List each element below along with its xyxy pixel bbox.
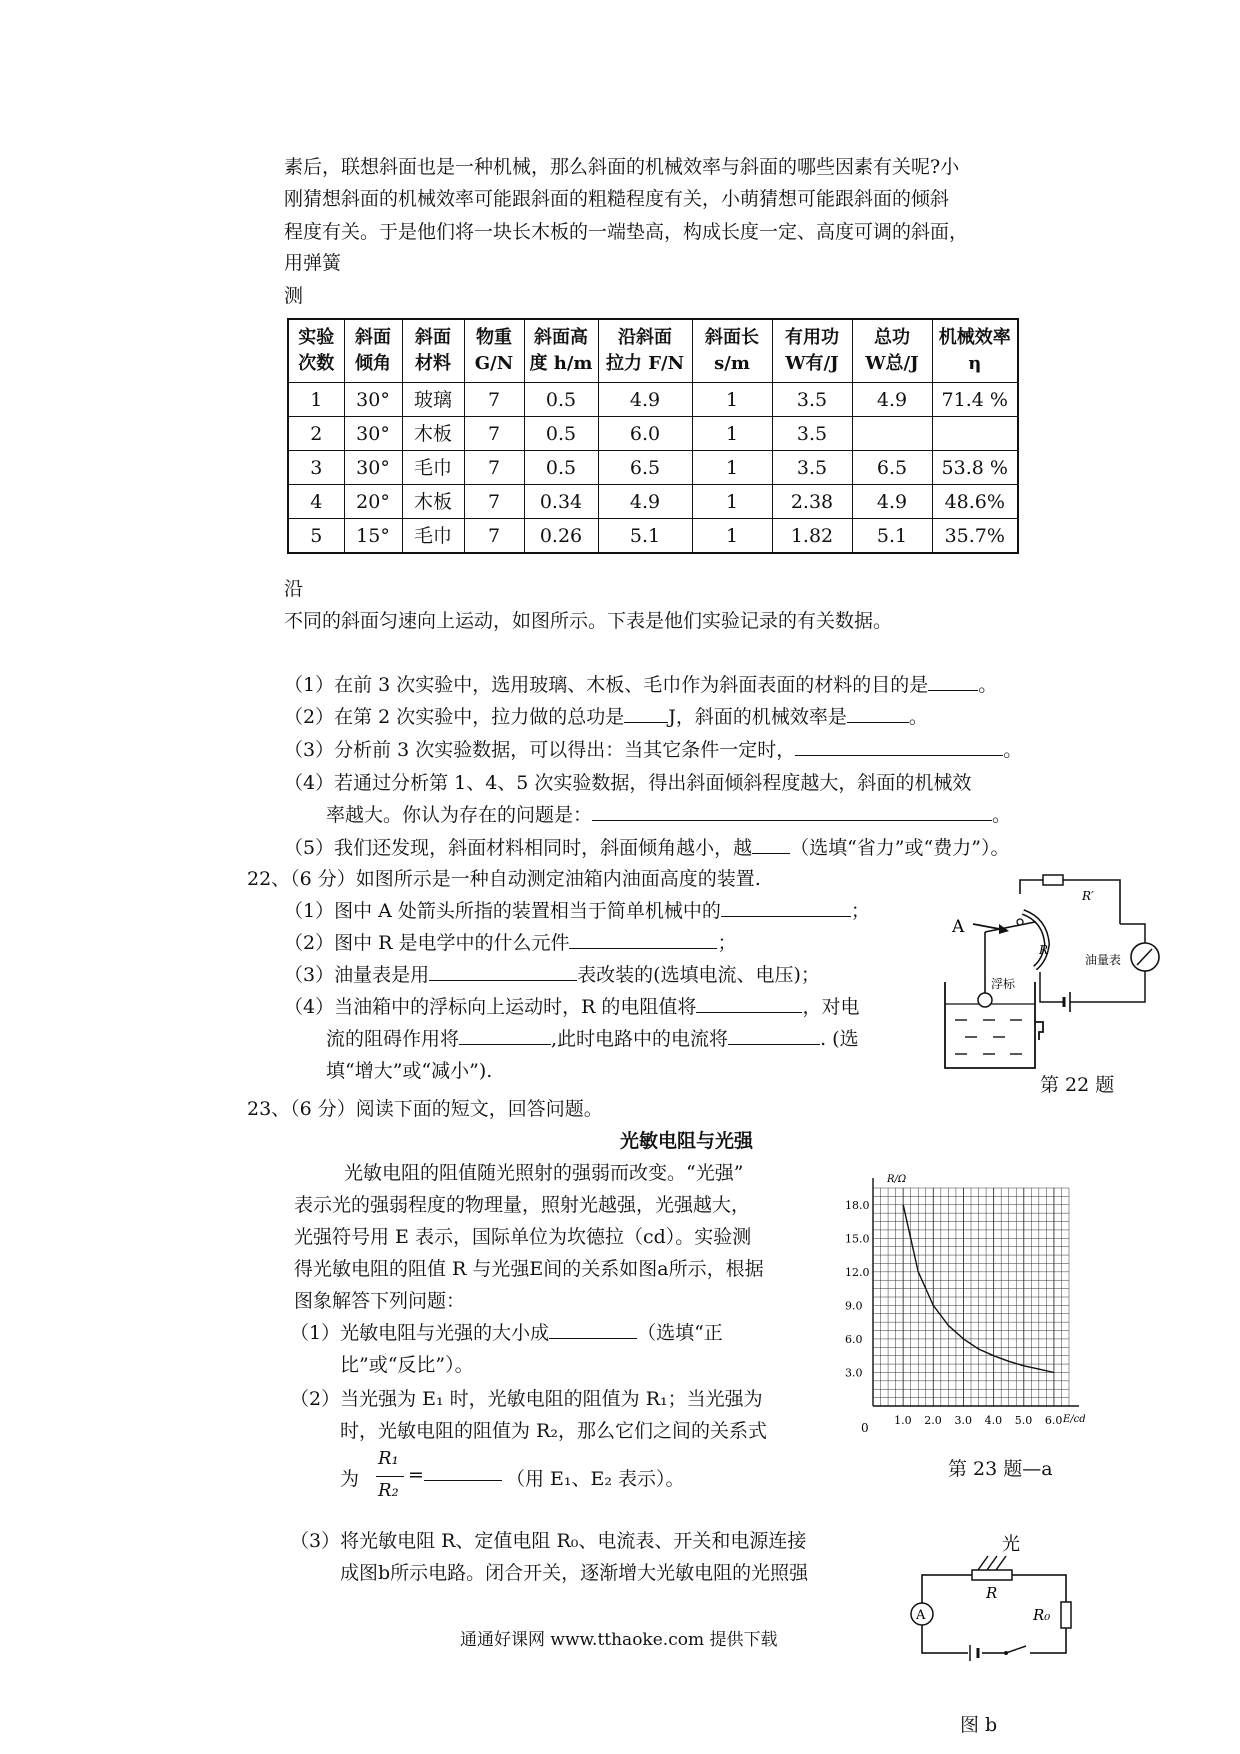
header-text: s/m bbox=[714, 353, 750, 374]
page-footer: 通通好课网 www.tthaoke.com 提供下载 bbox=[460, 1630, 778, 1650]
q22-sub-4-cont-2: 填“增大”或“减小”). bbox=[326, 1060, 493, 1082]
q22-stem: 22、（6 分）如图所示是一种自动测定油箱内油面高度的装置. bbox=[247, 868, 761, 890]
resistor-r-prime-symbol bbox=[1043, 875, 1063, 885]
q23-sub-3-cont: 成图b所示电路。闭合开关，逐渐增大光敏电阻的光照强 bbox=[340, 1562, 809, 1584]
table-cell: 0.5 bbox=[524, 451, 598, 485]
table-cell: 毛巾 bbox=[402, 519, 464, 554]
q23-stem: 23、（6 分）阅读下面的短文，回答问题。 bbox=[247, 1098, 603, 1120]
table-cell: 35.7% bbox=[932, 519, 1018, 554]
q21-sub-1-text: （1）在前 3 次实验中，选用玻璃、木板、毛巾作为斜面表面的材料的目的是 bbox=[284, 674, 929, 696]
q23-sub-1 bbox=[290, 1320, 723, 1346]
table-cell: 0.26 bbox=[524, 519, 598, 554]
label-oil-meter: 油量表 bbox=[1085, 953, 1122, 967]
q21-sub-2-text: （2）在第 2 次实验中，拉力做的总功是 bbox=[284, 706, 625, 728]
formula-suffix: （用 E₁、E₂ 表示）。 bbox=[506, 1468, 685, 1490]
figure-22-caption: 第 22 题 bbox=[1040, 1074, 1115, 1096]
q22-sub-1-end: ； bbox=[850, 900, 870, 922]
q23-passage-5: 图象解答下列问题： bbox=[294, 1290, 466, 1312]
q21-sub-1 bbox=[284, 672, 997, 698]
q21-sub-4-cont bbox=[326, 802, 1011, 828]
q21-sub-5-end: （选填“省力”或“费力”）。 bbox=[790, 837, 1010, 859]
answer-blank[interactable] bbox=[728, 1026, 820, 1045]
q22-sub-4-text-b: ，对电 bbox=[802, 996, 860, 1018]
answer-blank[interactable] bbox=[721, 898, 851, 917]
table-cell: 71.4 % bbox=[932, 383, 1018, 417]
q23-title: 光敏电阻与光强 bbox=[620, 1130, 754, 1152]
table-cell bbox=[932, 417, 1018, 451]
table-header-cell bbox=[692, 319, 772, 383]
table-cell: 5 bbox=[288, 519, 344, 554]
q22-sub-2-end: ； bbox=[717, 932, 737, 954]
table-cell: 2.38 bbox=[772, 485, 852, 519]
photoresistor-symbol bbox=[972, 1570, 1012, 1580]
q21-sub-5 bbox=[284, 835, 1009, 861]
table-cell: 玻璃 bbox=[402, 383, 464, 417]
formula-numerator: R₁ bbox=[378, 1448, 399, 1469]
graph-ticks bbox=[845, 1199, 1062, 1427]
figure-b-caption: 图 b bbox=[960, 1714, 998, 1736]
answer-blank[interactable] bbox=[569, 930, 717, 949]
table-row bbox=[288, 383, 1018, 417]
header-text: 斜面高 bbox=[534, 327, 588, 348]
table-body bbox=[288, 383, 1018, 554]
table-cell: 4.9 bbox=[598, 485, 692, 519]
q22-sub-3-text: （3）油量表是用 bbox=[284, 964, 430, 986]
header-text: 斜面长 bbox=[705, 327, 759, 348]
table-row bbox=[288, 519, 1018, 554]
header-text: 次数 bbox=[298, 353, 335, 374]
table-header-cell bbox=[344, 319, 402, 383]
answer-blank[interactable] bbox=[928, 672, 978, 691]
fraction-bar bbox=[376, 1476, 404, 1477]
y-tick-label: 15.0 bbox=[845, 1232, 870, 1246]
figure-23a-caption: 第 23 题—a bbox=[948, 1458, 1053, 1480]
y-tick-label: 6.0 bbox=[845, 1332, 863, 1346]
q21-sub-3 bbox=[284, 737, 1022, 763]
q21-intro-line-5: 测 bbox=[284, 285, 304, 307]
arrow-head-icon bbox=[999, 924, 1009, 934]
q21-sub-2 bbox=[284, 704, 928, 730]
oil-gauge-figure bbox=[935, 872, 1175, 1096]
q22-sub-4 bbox=[284, 994, 859, 1020]
y-tick-label: 9.0 bbox=[845, 1299, 863, 1313]
answer-blank[interactable] bbox=[696, 994, 802, 1013]
table-cell: 53.8 % bbox=[932, 451, 1018, 485]
header-text: 斜面 bbox=[355, 327, 391, 348]
q22-sub-3-end: 表改装的(选填电流、电压)； bbox=[577, 964, 820, 986]
table-cell: 48.6% bbox=[932, 485, 1018, 519]
q23-sub-2-formula bbox=[340, 1448, 810, 1510]
x-tick-label: 2.0 bbox=[924, 1414, 942, 1427]
table-cell: 1.82 bbox=[772, 519, 852, 554]
table-header-row bbox=[288, 319, 1018, 383]
answer-blank[interactable] bbox=[624, 704, 668, 723]
table-cell: 1 bbox=[288, 383, 344, 417]
q23-passage-1: 光敏电阻的阻值随光照射的强弱而改变。“光强” bbox=[344, 1162, 744, 1184]
light-rays-icon bbox=[978, 1556, 1006, 1570]
header-text: 沿斜面 bbox=[618, 327, 672, 348]
table-cell: 6.5 bbox=[598, 451, 692, 485]
oil-dashes bbox=[955, 1020, 1022, 1054]
q21-sub-2-text-b: J，斜面的机械效率是 bbox=[668, 706, 847, 728]
table-cell: 木板 bbox=[402, 485, 464, 519]
header-text: W总/J bbox=[865, 353, 919, 374]
label-r: R bbox=[1039, 943, 1049, 957]
table-cell: 2 bbox=[288, 417, 344, 451]
table-cell: 1 bbox=[692, 417, 772, 451]
q22-sub-4-text-c: 流的阻碍作用将 bbox=[326, 1028, 460, 1050]
y-tick-label: 12.0 bbox=[845, 1265, 870, 1279]
table-cell: 4.9 bbox=[852, 485, 932, 519]
table-cell: 30° bbox=[344, 451, 402, 485]
pivot-icon bbox=[1017, 919, 1023, 925]
q21-sub-3-end: 。 bbox=[1003, 739, 1023, 761]
origin-label: 0 bbox=[861, 1421, 869, 1435]
q21-intro-line-1: 素后，联想斜面也是一种机械，那么斜面的机械效率与斜面的哪些因素有关呢?小 bbox=[284, 156, 960, 178]
table-cell: 30° bbox=[344, 417, 402, 451]
table-cell: 15° bbox=[344, 519, 402, 554]
q22-sub-3 bbox=[284, 962, 820, 988]
q21-sub-2-end: 。 bbox=[908, 706, 928, 728]
table-cell: 0.34 bbox=[524, 485, 598, 519]
table-row bbox=[288, 451, 1018, 485]
q23-sub-1-text-b: （选填“正 bbox=[637, 1322, 723, 1344]
q22-sub-1-text: （1）图中 A 处箭头所指的装置相当于简单机械中的 bbox=[284, 900, 721, 922]
table-cell: 7 bbox=[464, 451, 524, 485]
x-tick-label: 6.0 bbox=[1044, 1414, 1063, 1427]
label-r: R bbox=[986, 1584, 998, 1602]
table-cell: 3.5 bbox=[772, 451, 852, 485]
table-cell: 3.5 bbox=[772, 383, 852, 417]
table-cell: 1 bbox=[692, 485, 772, 519]
answer-blank[interactable] bbox=[847, 704, 909, 723]
float-icon bbox=[978, 993, 992, 1007]
circuit-wire bbox=[1070, 971, 1145, 1002]
answer-blank[interactable] bbox=[752, 835, 790, 854]
q21-after-table-1: 沿 bbox=[284, 578, 304, 600]
table-header-cell bbox=[524, 319, 598, 383]
tap-icon bbox=[1035, 1022, 1043, 1040]
header-text: 斜面 bbox=[415, 327, 451, 348]
circuit-b-figure bbox=[900, 1530, 1085, 1670]
y-tick-label: 3.0 bbox=[845, 1366, 863, 1380]
table-header-cell bbox=[598, 319, 692, 383]
table-cell: 3 bbox=[288, 451, 344, 485]
x-tick-label: 3.0 bbox=[954, 1414, 972, 1427]
table-cell: 4.9 bbox=[598, 383, 692, 417]
table-cell: 1 bbox=[692, 519, 772, 554]
q23-sub-1-text: （1）光敏电阻与光强的大小成 bbox=[290, 1322, 550, 1344]
table-cell: 4.9 bbox=[852, 383, 932, 417]
formula-denominator: R₂ bbox=[378, 1480, 399, 1501]
q21-sub-5-text: （5）我们还发现，斜面材料相同时，斜面倾角越小，越 bbox=[284, 837, 753, 859]
q23-sub-2-cont: 时，光敏电阻的阻值为 R₂，那么它们之间的关系式 bbox=[340, 1420, 767, 1442]
q23-sub-1-cont: 比”或“反比”）。 bbox=[340, 1354, 474, 1376]
table-cell: 1 bbox=[692, 451, 772, 485]
circuit-wire bbox=[1120, 924, 1145, 943]
x-axis-label: E/cd bbox=[1063, 1414, 1086, 1425]
q21-sub-3-text: （3）分析前 3 次实验数据，可以得出：当其它条件一定时， bbox=[284, 739, 796, 761]
table-header-cell bbox=[402, 319, 464, 383]
table-header-cell bbox=[932, 319, 1018, 383]
label-r0: R₀ bbox=[1033, 1606, 1051, 1624]
circuit-wire bbox=[1040, 972, 1064, 1002]
y-tick-label: 18.0 bbox=[845, 1198, 870, 1212]
header-text: 总功 bbox=[874, 327, 910, 348]
answer-blank[interactable] bbox=[459, 1026, 551, 1045]
table-cell: 3.5 bbox=[772, 417, 852, 451]
table-cell: 30° bbox=[344, 383, 402, 417]
header-text: G/N bbox=[474, 353, 514, 374]
table-row bbox=[288, 417, 1018, 451]
q21-intro-line-2: 刚猜想斜面的机械效率可能跟斜面的粗糙程度有关，小萌猜想可能跟斜面的倾斜 bbox=[284, 188, 950, 210]
table-cell: 0.5 bbox=[524, 383, 598, 417]
table-cell: 5.1 bbox=[598, 519, 692, 554]
table-cell: 5.1 bbox=[852, 519, 932, 554]
table-cell: 7 bbox=[464, 485, 524, 519]
table-cell: 1 bbox=[692, 383, 772, 417]
r-vs-e-graph bbox=[845, 1168, 1095, 1438]
header-text: 拉力 F/N bbox=[605, 353, 685, 374]
table-header-cell bbox=[464, 319, 524, 383]
r0-resistor-symbol bbox=[1061, 1602, 1071, 1628]
header-text: 材料 bbox=[415, 353, 451, 374]
y-axis-label: R/Ω bbox=[887, 1174, 907, 1185]
q22-sub-4-cont bbox=[326, 1026, 859, 1052]
header-text: η bbox=[968, 353, 982, 374]
q22-sub-1 bbox=[284, 898, 870, 924]
graph-grid bbox=[873, 1188, 1069, 1406]
label-float: 浮标 bbox=[991, 977, 1016, 991]
table-cell: 7 bbox=[464, 383, 524, 417]
q21-sub-4-text: 率越大。你认为存在的问题是： bbox=[326, 804, 593, 826]
ammeter-label: A bbox=[916, 1608, 926, 1623]
table-cell bbox=[852, 417, 932, 451]
q23-passage-3: 光强符号用 E 表示，国际单位为坎德拉（cd）。实验测 bbox=[294, 1226, 752, 1248]
x-tick-label: 4.0 bbox=[984, 1414, 1003, 1427]
q22-sub-4-text-d: ,此时电路中的电流将 bbox=[551, 1028, 729, 1050]
header-text: 物重 bbox=[476, 327, 512, 348]
label-light: 光 bbox=[1002, 1534, 1020, 1555]
q21-sub-4: （4）若通过分析第 1、4、5 次实验数据，得出斜面倾斜程度越大，斜面的机械效 bbox=[284, 772, 972, 794]
x-tick-label: 5.0 bbox=[1014, 1414, 1033, 1427]
q23-sub-2: （2）当光强为 E₁ 时，光敏电阻的阻值为 R₁；当光强为 bbox=[290, 1388, 763, 1410]
header-text: W有/J bbox=[785, 353, 839, 374]
q22-sub-2-text: （2）图中 R 是电学中的什么元件 bbox=[284, 932, 570, 954]
header-text: 倾角 bbox=[355, 353, 391, 374]
table-cell: 4 bbox=[288, 485, 344, 519]
q23-passage-2: 表示光的强弱程度的物理量，照射光越强，光强越大， bbox=[294, 1194, 751, 1216]
header-text: 度 h/m bbox=[529, 353, 593, 374]
table-cell: 7 bbox=[464, 417, 524, 451]
q23-passage-4: 得光敏电阻的阻值 R 与光强E间的关系如图a所示，根据 bbox=[294, 1258, 764, 1280]
q21-after-table-2: 不同的斜面匀速向上运动，如图所示。下表是他们实验记录的有关数据。 bbox=[284, 610, 893, 632]
table-cell: 6.0 bbox=[598, 417, 692, 451]
q22-sub-4-text: （4）当油箱中的浮标向上运动时，R 的电阻值将 bbox=[284, 996, 697, 1018]
table-cell: 7 bbox=[464, 519, 524, 554]
table-header-cell bbox=[852, 319, 932, 383]
q23-sub-3: （3）将光敏电阻 R、定值电阻 R₀、电流表、开关和电源连接 bbox=[290, 1530, 807, 1552]
header-text: 实验 bbox=[298, 327, 335, 348]
answer-blank[interactable] bbox=[592, 802, 992, 821]
table-header-cell bbox=[772, 319, 852, 383]
q21-intro-line-4: 用弹簧 bbox=[284, 252, 342, 274]
x-tick-label: 1.0 bbox=[894, 1414, 912, 1427]
table-cell: 0.5 bbox=[524, 417, 598, 451]
table-cell: 木板 bbox=[402, 417, 464, 451]
answer-blank[interactable] bbox=[549, 1320, 637, 1339]
table-cell: 20° bbox=[344, 485, 402, 519]
formula-prefix: 为 bbox=[340, 1468, 360, 1490]
label-a: A bbox=[952, 917, 965, 937]
table-cell: 毛巾 bbox=[402, 451, 464, 485]
label-r-prime: R′ bbox=[1082, 889, 1094, 903]
table-cell: 6.5 bbox=[852, 451, 932, 485]
answer-blank[interactable] bbox=[424, 1462, 502, 1481]
q21-sub-1-end: 。 bbox=[978, 674, 998, 696]
header-text: 机械效率 bbox=[938, 327, 1011, 348]
table-row bbox=[288, 485, 1018, 519]
q21-sub-4-end: 。 bbox=[992, 804, 1012, 826]
q22-sub-4-text-e: . (选 bbox=[820, 1028, 859, 1050]
q22-sub-2 bbox=[284, 930, 737, 956]
answer-blank[interactable] bbox=[429, 962, 577, 981]
header-text: 有用功 bbox=[785, 327, 839, 348]
answer-blank[interactable] bbox=[795, 737, 1003, 756]
q21-intro-line-3: 程度有关。于是他们将一块长木板的一端垫高，构成长度一定、高度可调的斜面， bbox=[284, 221, 969, 243]
formula-equals: = bbox=[408, 1464, 424, 1486]
experiment-table bbox=[287, 318, 1019, 554]
table-header-cell bbox=[288, 319, 344, 383]
